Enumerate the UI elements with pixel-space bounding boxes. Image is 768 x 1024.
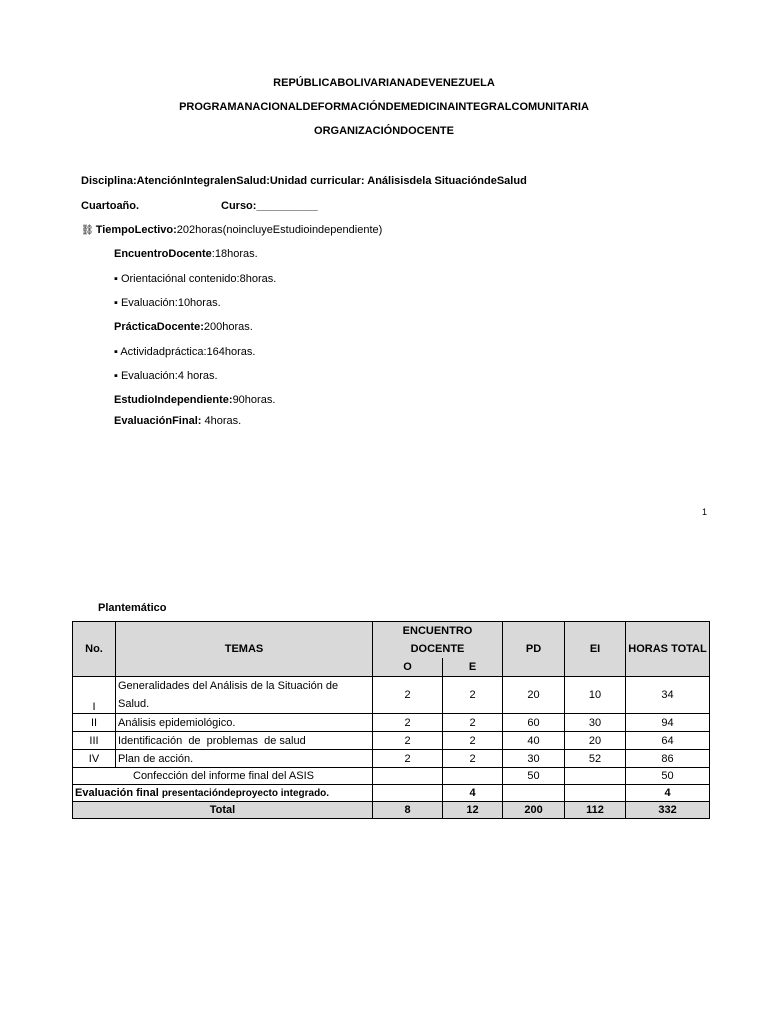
header-horas-total: HORAS TOTAL: [626, 622, 710, 677]
evaluacion-final-line: [114, 415, 241, 427]
row-total: 64: [626, 732, 710, 750]
tiempo-value: 202horas(noincluyeEstudioindependiente): [176, 224, 383, 236]
header-encuentro: ENCUENTRO DOCENTE: [373, 622, 503, 659]
row-tema: Identificación de problemas de salud: [116, 732, 373, 750]
table-row: [73, 677, 710, 714]
header-country: REPÚBLICABOLIVARIANADEVENEZUELA: [273, 77, 495, 89]
estudio-value: 90horas.: [232, 394, 276, 406]
practica-line: [114, 321, 253, 333]
row-pd: 60: [503, 714, 565, 732]
row-ei: 30: [565, 714, 626, 732]
encuentro-label: EncuentroDocente: [114, 248, 212, 260]
evaluacion-o: [373, 785, 443, 802]
header-e: E: [443, 658, 503, 677]
evaluacion-e: 4: [443, 785, 503, 802]
orientacion-item: ▪ Orientaciónal contenido:8horas.: [114, 273, 277, 285]
row-o: 2: [373, 714, 443, 732]
header-no: No.: [73, 622, 116, 677]
confeccion-o: [373, 768, 443, 785]
evaluacion-pd: [503, 785, 565, 802]
row-ei: 52: [565, 750, 626, 768]
table-row: [73, 714, 710, 732]
row-no: III: [73, 732, 116, 750]
row-o: 2: [373, 750, 443, 768]
table-row-evaluacion: [73, 785, 710, 802]
row-e: 2: [443, 750, 503, 768]
row-pd: 30: [503, 750, 565, 768]
row-total: 86: [626, 750, 710, 768]
plan-tematico-table: [72, 621, 710, 819]
evalfinal-label: EvaluaciónFinal:: [114, 415, 202, 427]
evaluacion-label: Evaluación final: [75, 787, 159, 799]
confeccion-ei: [565, 768, 626, 785]
row-o: 2: [373, 677, 443, 714]
estudio-line: [114, 394, 275, 406]
row-ei: 10: [565, 677, 626, 714]
table-row: [73, 732, 710, 750]
total-total: 332: [626, 802, 710, 819]
row-total: 94: [626, 714, 710, 732]
row-e: 2: [443, 714, 503, 732]
evaluacion-total: 4: [626, 785, 710, 802]
page-number: 1: [702, 507, 708, 517]
table-header-row: [73, 622, 710, 659]
confeccion-pd: 50: [503, 768, 565, 785]
total-e: 12: [443, 802, 503, 819]
row-tema: Análisis epidemiológico.: [116, 714, 373, 732]
row-e: 2: [443, 677, 503, 714]
evaluacion-detail: presentacióndeproyecto integrado.: [161, 788, 330, 799]
header-organization: ORGANIZACIÓNDOCENTE: [314, 125, 454, 137]
tiempo-label: TiempoLectivo:: [95, 224, 177, 236]
table-row-total: [73, 802, 710, 819]
row-pd: 20: [503, 677, 565, 714]
total-ei: 112: [565, 802, 626, 819]
confeccion-e: [443, 768, 503, 785]
row-no: II: [73, 714, 116, 732]
evaluacion-item-1: ▪ Evaluación:10horas.: [114, 297, 221, 309]
evaluacion-cell: [73, 785, 373, 802]
curso-field: Curso:__________: [221, 200, 318, 212]
header-temas: TEMAS: [116, 622, 373, 677]
header-pd: PD: [503, 622, 565, 677]
estudio-label: EstudioIndependiente:: [114, 394, 233, 406]
evaluacion-item-2: ▪ Evaluación:4 horas.: [114, 370, 218, 382]
row-ei: 20: [565, 732, 626, 750]
encuentro-value: :18horas.: [211, 248, 258, 260]
row-total: 34: [626, 677, 710, 714]
tiempo-lectivo-line: [81, 224, 382, 236]
actividad-item: ▪ Actividadpráctica:164horas.: [114, 346, 256, 358]
confeccion-tema: Confección del informe final del ASIS: [73, 768, 373, 785]
row-no: I: [73, 677, 116, 714]
evaluacion-ei: [565, 785, 626, 802]
total-label: Total: [73, 802, 373, 819]
header-program: PROGRAMANACIONALDEFORMACIÓNDEMEDICINAINTEGRALCOMUNITARIA: [179, 101, 589, 113]
plan-tematico-title: Plantemático: [98, 602, 167, 614]
row-pd: 40: [503, 732, 565, 750]
row-o: 2: [373, 732, 443, 750]
disciplina-line: Disciplina:AtenciónIntegralenSalud:Unidad curricular: Análisisdela SituacióndeSalud: [81, 175, 527, 187]
practica-value: 200horas.: [203, 321, 253, 333]
row-tema: Plan de acción.: [116, 750, 373, 768]
header-o: O: [373, 658, 443, 677]
table-row: [73, 750, 710, 768]
row-e: 2: [443, 732, 503, 750]
evalfinal-value: 4horas.: [201, 415, 242, 427]
cuarto-ano: Cuartoaño.: [81, 200, 140, 212]
confeccion-total: 50: [626, 768, 710, 785]
row-no: IV: [73, 750, 116, 768]
link-icon: ⛓: [81, 225, 94, 236]
row-tema: Generalidades del Análisis de la Situación de Salud.: [116, 677, 373, 714]
encuentro-line: [114, 248, 258, 260]
table-row-confeccion: [73, 768, 710, 785]
practica-label: PrácticaDocente:: [114, 321, 204, 333]
header-ei: EI: [565, 622, 626, 677]
total-pd: 200: [503, 802, 565, 819]
total-o: 8: [373, 802, 443, 819]
